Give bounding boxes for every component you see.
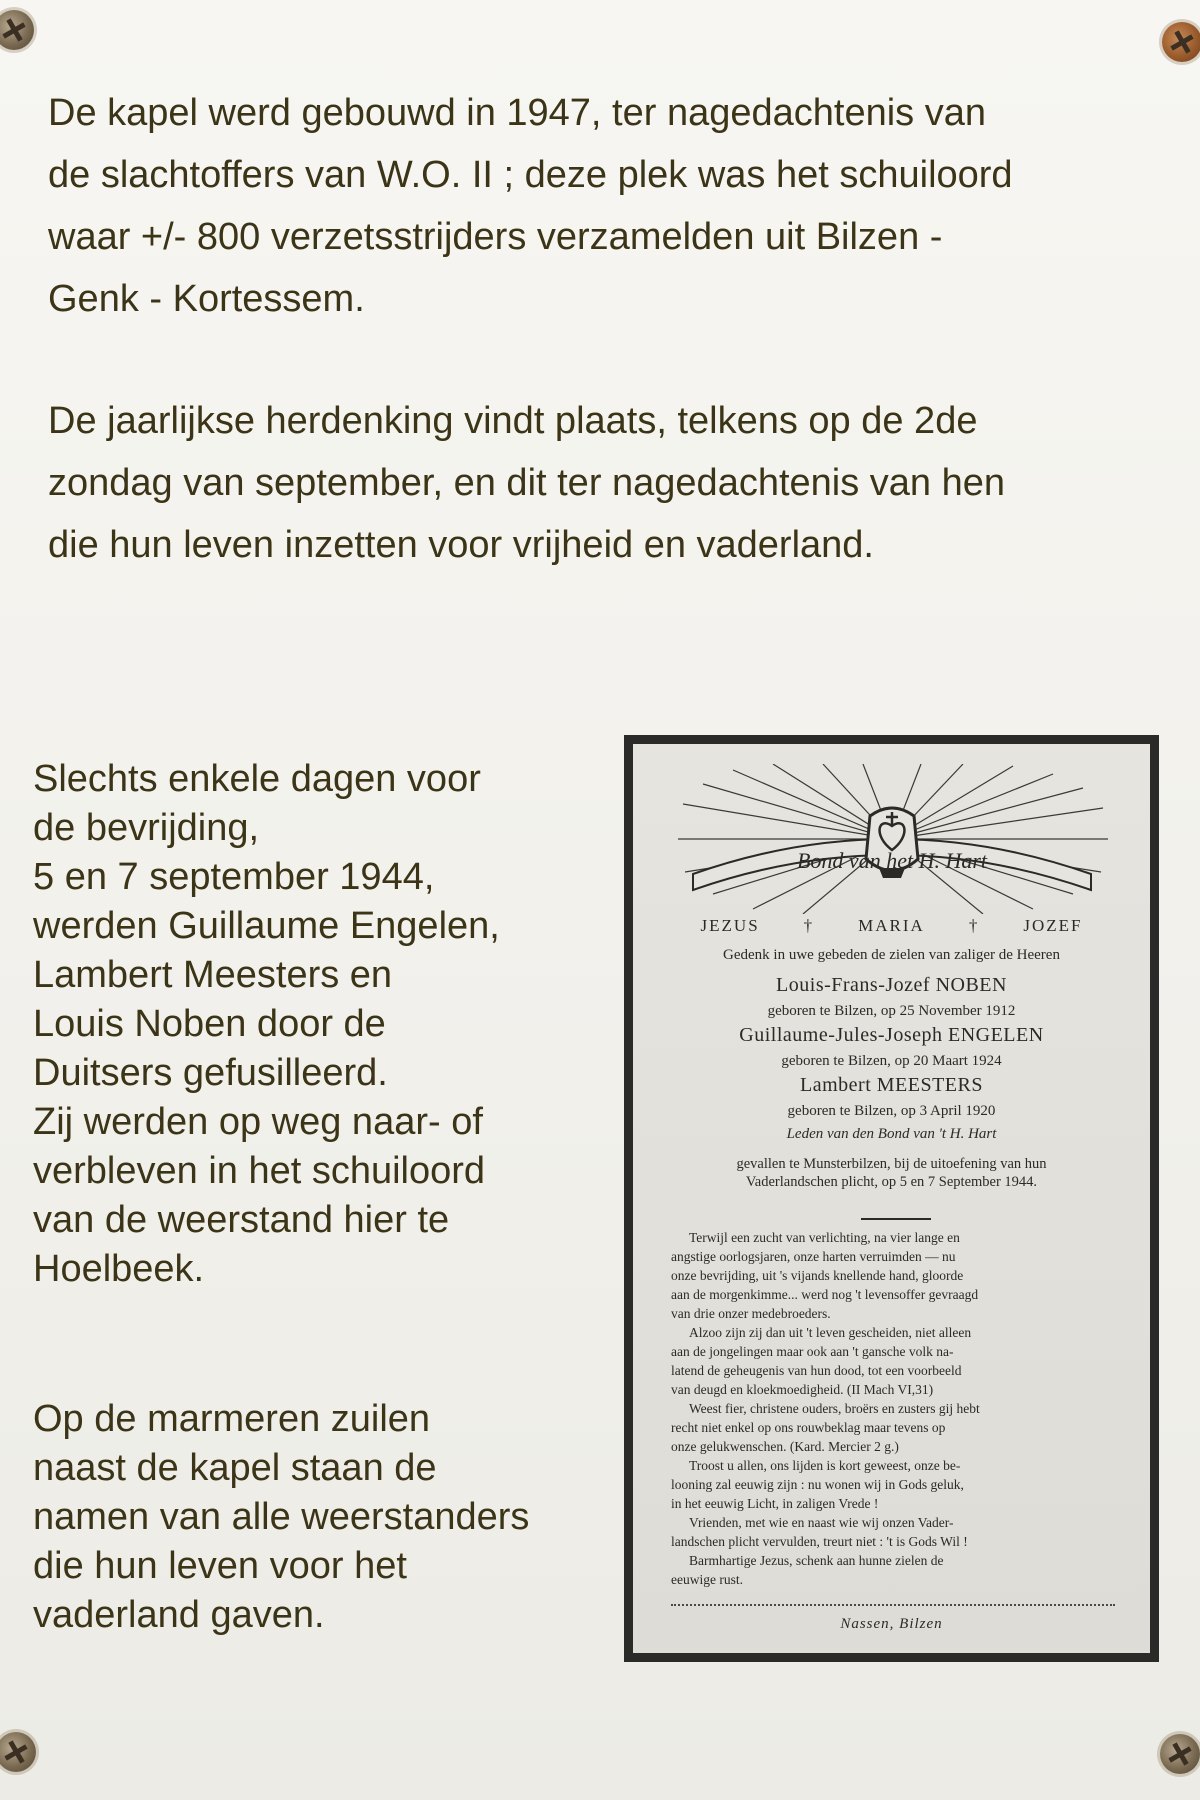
text-line: die hun leven voor het	[33, 1545, 407, 1587]
text-line: werden Guillaume Engelen,	[33, 905, 500, 947]
paragraph-annual-commemoration	[48, 390, 1005, 576]
text-line: Op de marmeren zuilen	[33, 1398, 431, 1440]
text-line: de bevrijding,	[33, 807, 260, 849]
paragraph-marble-columns	[33, 1395, 529, 1640]
card-body-text	[671, 1228, 1115, 1589]
body-line: looning zal eeuwig zijn : nu wonen wij in Gods geluk,	[671, 1477, 964, 1492]
banner-text: Bond van het H. Hart	[796, 848, 988, 873]
body-line: Vrienden, met wie en naast wie wij onzen Vader-	[689, 1515, 954, 1530]
body-line: aan de jongelingen maar ook aan 't gansche volk na-	[671, 1344, 954, 1359]
person-birth: geboren te Bilzen, op 25 November 1912	[767, 1003, 1016, 1019]
text-line: Slechts enkele dagen voor	[33, 758, 481, 800]
sacred-heart-emblem-icon	[673, 764, 1111, 914]
body-line: in het eeuwig Licht, in zaligen Vrede !	[671, 1496, 879, 1511]
text-line: naast de kapel staan de	[33, 1447, 437, 1489]
text-line: 5 en 7 september 1944,	[33, 856, 435, 898]
body-line: onze bevrijding, uit 's vijands knellende hand, gloorde	[671, 1268, 964, 1283]
body-line: van drie onzer medebroeders.	[671, 1306, 831, 1321]
members-line: Leden van den Bond van 't H. Hart	[786, 1126, 997, 1142]
body-line: landschen plicht vervulden, treurt niet : 't is Gods Wil !	[671, 1534, 968, 1549]
body-line: aan de morgenkimme... werd nog 't levensoffer gevraagd	[671, 1287, 979, 1302]
screw-bottom-left-icon	[0, 1732, 36, 1772]
paragraph-chapel-history	[48, 82, 1013, 330]
body-line: Troost u allen, ons lijden is kort geweest, onze be-	[689, 1458, 961, 1473]
body-line: Weest fier, christene ouders, broërs en zusters gij hebt	[689, 1401, 980, 1416]
fallen-line: gevallen te Munsterbilzen, bij de uitoefening van hun	[736, 1156, 1047, 1172]
text-line: Zij werden op weg naar- of	[33, 1101, 483, 1143]
holy-name: JOZEF	[1023, 916, 1083, 935]
holy-name: JEZUS	[700, 916, 760, 935]
text-line: namen van alle weerstanders	[33, 1496, 530, 1538]
body-line: van deugd en kloekmoedigheid. (II Mach VI,31)	[671, 1382, 934, 1397]
screw-top-left-icon	[0, 10, 34, 50]
fallen-line: Vaderlandschen plicht, op 5 en 7 September 1944.	[745, 1174, 1038, 1190]
printer-name: Nassen, Bilzen	[840, 1616, 943, 1632]
person-name: Louis-Frans-Jozef NOBEN	[776, 974, 1007, 996]
memorial-card-frame	[624, 735, 1159, 1662]
text-line: vaderland gaven.	[33, 1594, 325, 1636]
divider	[861, 1218, 931, 1220]
paragraph-executions	[33, 755, 500, 1294]
card-intro: Gedenk in uwe gebeden de zielen van zaliger de Heeren	[723, 947, 1060, 963]
screw-top-right-icon	[1162, 22, 1200, 62]
holy-names	[633, 916, 1150, 936]
text-line: Genk - Kortessem.	[48, 278, 365, 320]
cross-icon: †	[803, 916, 815, 935]
text-line: de slachtoffers van W.O. II ; deze plek was het schuiloord	[48, 154, 1013, 196]
person-name: Guillaume-Jules-Joseph ENGELEN	[739, 1024, 1044, 1046]
person-birth: geboren te Bilzen, op 20 Maart 1924	[781, 1053, 1002, 1069]
text-line: Lambert Meesters en	[33, 954, 393, 996]
body-line: latend de geheugenis van hun dood, tot een voorbeeld	[671, 1363, 962, 1378]
text-line: De kapel werd gebouwd in 1947, ter nagedachtenis van	[48, 92, 986, 134]
text-line: die hun leven inzetten voor vrijheid en vaderland.	[48, 524, 874, 566]
body-line: Barmhartige Jezus, schenk aan hunne zielen de	[689, 1553, 944, 1568]
text-line: van de weerstand hier te	[33, 1199, 450, 1241]
text-line: Louis Noben door de	[33, 1003, 386, 1045]
person-birth: geboren te Bilzen, op 3 April 1920	[787, 1103, 996, 1119]
body-line: Terwijl een zucht van verlichting, na vier lange en	[689, 1230, 960, 1245]
text-line: De jaarlijkse herdenking vindt plaats, telkens op de 2de	[48, 400, 978, 442]
body-line: angstige oorlogsjaren, onze harten verruimden — nu	[671, 1249, 956, 1264]
body-line: recht niet enkel op ons rouwbeklag maar tevens op	[671, 1420, 946, 1435]
cross-icon: †	[968, 916, 980, 935]
text-line: waar +/- 800 verzetsstrijders verzamelden uit Bilzen -	[48, 216, 943, 258]
text-line: Duitsers gefusilleerd.	[33, 1052, 388, 1094]
text-line: zondag van september, en dit ter nagedachtenis van hen	[48, 462, 1006, 504]
body-line: eeuwige rust.	[671, 1572, 743, 1587]
dotted-rule	[671, 1604, 1115, 1606]
holy-name: MARIA	[858, 916, 925, 935]
body-line: onze gelukwenschen. (Kard. Mercier 2 g.)	[671, 1439, 899, 1454]
person-name: Lambert MEESTERS	[800, 1074, 983, 1096]
memorial-card	[633, 744, 1150, 1653]
text-line: Hoelbeek.	[33, 1248, 205, 1290]
screw-bottom-right-icon	[1160, 1734, 1200, 1774]
text-line: verbleven in het schuiloord	[33, 1150, 486, 1192]
body-line: Alzoo zijn zij dan uit 't leven gescheiden, niet alleen	[689, 1325, 972, 1340]
